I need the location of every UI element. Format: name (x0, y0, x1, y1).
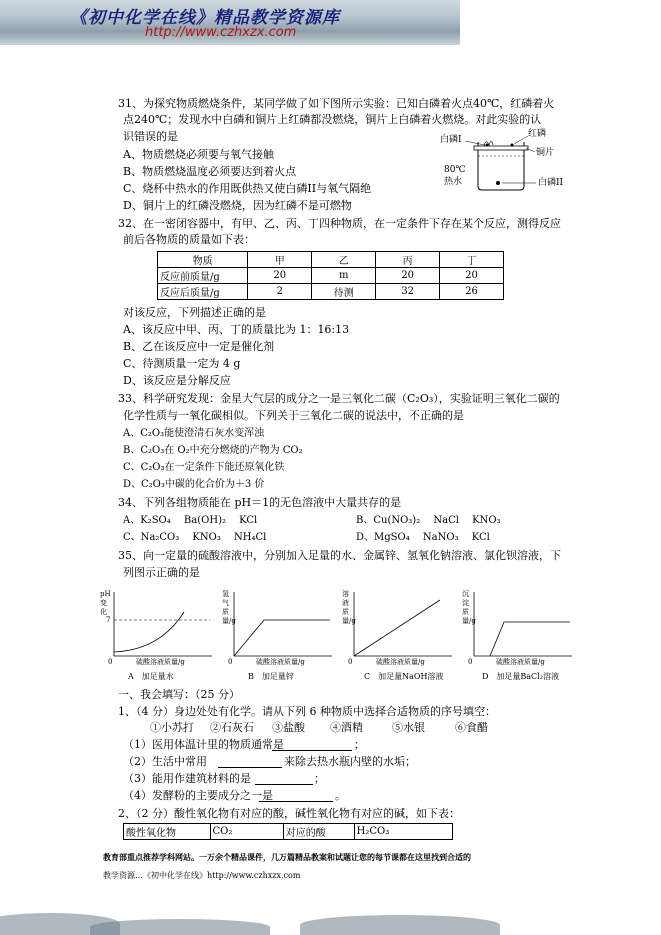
footer-line2: 教学资源…《初中化学在线》http://www.czhxzx.com (103, 871, 301, 880)
table-header-row (158, 252, 504, 268)
q34-option-c: C、Na₂CO₃ KNO₃ NH₄Cl (123, 532, 267, 543)
label-temperature: 80℃ (444, 165, 466, 175)
graph-b-origin: 0 (228, 658, 233, 666)
graph-c-origin: 0 (348, 658, 353, 666)
table-row (158, 284, 504, 300)
q31-stem-line1: 31、为探究物质燃烧条件，某同学做了如下图所示实验：已知白磷着火点40℃，红磷着火 (118, 97, 555, 110)
graph-d-ylabel: 沉淀质量/g (462, 590, 476, 625)
banner-title: 《初中化学在线》精品教学资源库 (70, 8, 340, 28)
label-red-phosphorus: 红磷 (528, 129, 547, 139)
q2-stem: 2、（2 分）酸性氧化物有对应的酸，碱性氧化物有对应的碱，如下表： (118, 807, 460, 820)
graph-b-plot (220, 586, 340, 686)
table-cell: 甲 (248, 252, 312, 268)
q35-graph-a (100, 586, 220, 686)
q35-graph-c (340, 586, 460, 686)
graph-b-xlabel: 硫酸溶液质量/g (256, 658, 305, 666)
table-cell: 26 (440, 284, 504, 300)
answer-blank-1[interactable] (272, 750, 352, 751)
table-cell: 2 (248, 284, 312, 300)
header-banner (0, 0, 460, 45)
graph-d-plot (460, 586, 580, 686)
q33-stem-line1: 33、科学研究发现：金星大气层的成分之一是三氧化二碳（C₂O₃），实验证明三氧化二碳的 (118, 392, 560, 405)
table-cell: m (312, 268, 376, 284)
table-cell: CO₂ (210, 824, 283, 840)
answer-blank-3[interactable] (255, 784, 313, 785)
table-cell: H₂CO₃ (354, 824, 452, 840)
q31-stem-line2: 点240℃；发现水中白磷和铜片上红磷都没燃烧，铜片上白磷着火燃烧。对此实验的认 (123, 113, 542, 126)
banner-url[interactable]: http://www.czhxzx.com (145, 25, 297, 40)
q1-item-3: （3）能用作建筑材料的是 (123, 772, 251, 785)
q33-option-b: B、C₂O₃在 O₂中充分燃烧的产物为 CO₂ (123, 445, 303, 456)
graph-c-ylabel: 溶液质量/g (342, 590, 356, 625)
q1-choice-2: ②石灰石 (210, 721, 254, 734)
graph-b-ylabel: 氢气质量/g (222, 590, 236, 625)
q33-stem-line2: 化学性质与一氧化碳相似。下列关于三氧化二碳的说法中，不正确的是 (123, 409, 464, 422)
table-cell: 反应后质量/g (158, 284, 248, 300)
q32-option-d: D、该反应是分解反应 (123, 374, 231, 387)
graph-d-origin: 0 (468, 658, 473, 666)
q32-mass-table (157, 251, 504, 300)
q32-option-a: A、该反应中甲、丙、丁的质量比为 1：16:13 (123, 323, 350, 336)
table-cell: 乙 (312, 252, 376, 268)
graph-a-origin: 0 (108, 658, 113, 666)
q32-option-c: C、待测质量一定为 4 g (123, 357, 241, 370)
q35-graph-b (220, 586, 340, 686)
q1-item-1: （1）医用体温计里的物质通常是 (123, 738, 284, 751)
q1-choice-5: ⑤水银 (392, 721, 425, 734)
semicolon: ； (354, 738, 365, 751)
q1-choice-6: ⑥食醋 (455, 721, 488, 734)
q34-stem: 34、下列各组物质能在 pH＝1的无色溶液中大量共存的是 (118, 496, 402, 509)
answer-blank-4[interactable] (259, 801, 333, 802)
part1-heading: 一、我会填写：（25 分） (118, 688, 240, 701)
semicolon: ； (314, 772, 325, 785)
table-cell: 对应的酸 (283, 824, 354, 840)
q32-stem-line2: 前后各物质的质量如下表： (123, 233, 255, 246)
period: 。 (335, 789, 346, 802)
footer-line1: 教育部重点推荐学科网站。一万余个精品课件，几万篇精品教案和试题让您的每节课都在这里找到合适的 (103, 852, 471, 862)
graph-d-caption: D 加足量BaCl₂溶液 (482, 672, 559, 681)
q1-choice-4: ④酒精 (330, 721, 363, 734)
q33-option-c: C、C₂O₃在一定条件下能还原氧化铁 (123, 462, 285, 473)
q1-stem: 1、（4 分）身边处处有化学。请从下列 6 种物质中选择合适物质的序号填空： (118, 705, 496, 718)
graph-b-caption: B 加足量锌 (248, 672, 294, 681)
graph-a-xlabel: 硫酸溶液质量/g (136, 658, 185, 666)
table-row (158, 268, 504, 284)
table-cell: 丁 (440, 252, 504, 268)
table-cell: 20 (376, 268, 440, 284)
graph-a-y7: 7 (106, 616, 111, 624)
table-cell: 反应前质量/g (158, 268, 248, 284)
graph-a-caption: A 加足量水 (128, 672, 174, 681)
q31-option-c: C、烧杯中热水的作用既供热又使白磷II与氧气隔绝 (123, 182, 372, 195)
table-cell: 32 (376, 284, 440, 300)
q32-stem-line1: 32、在一密闭容器中，有甲、乙、丙、丁四种物质，在一定条件下存在某个反应，测得反应 (118, 217, 561, 230)
q34-option-b: B、Cu(NO₃)₂ NaCl KNO₃ (356, 515, 501, 526)
table-cell: 20 (248, 268, 312, 284)
table-cell: 物质 (158, 252, 248, 268)
q35-stem-line2: 列图示正确的是 (123, 566, 200, 579)
table-cell: 待测 (312, 284, 376, 300)
q35-stem-line1: 35、向一定量的硫酸溶液中，分别加入足量的水、金属锌、氢氧化钠溶液、氯化钡溶液，下 (118, 549, 561, 562)
graph-a-plot (100, 586, 220, 686)
q33-option-d: D、C₂O₃中碳的化合价为＋3 价 (123, 479, 265, 490)
answer-blank-2[interactable] (218, 767, 282, 768)
label-white-phosphorus-2: 白磷II (538, 178, 564, 188)
q33-option-a: A、C₂O₃能使澄清石灰水变浑浊 (123, 428, 265, 439)
q1-choice-1: ①小苏打 (150, 721, 194, 734)
q1-item-2: （2）生活中常用 (123, 755, 207, 768)
q1-choice-3: ③盐酸 (272, 721, 305, 734)
q34-option-d: D、MgSO₄ NaNO₃ KCl (356, 532, 490, 543)
label-copper-sheet: 铜片 (536, 148, 555, 158)
graph-d-xlabel: 硫酸溶液质量/g (496, 658, 545, 666)
graph-a-ylabel: pH 变化 (100, 590, 111, 616)
label-white-phosphorus-1: 白磷I (440, 135, 462, 145)
q31-option-b: B、物质燃烧温度必须要达到着火点 (123, 165, 297, 178)
label-hot-water: 热水 (444, 177, 463, 187)
q2-oxide-table (123, 823, 453, 840)
table-cell: 丙 (376, 252, 440, 268)
q32-lead: 对该反应，下列描述正确的是 (123, 306, 266, 319)
q35-graph-d (460, 586, 580, 686)
q1-item-2-tail: 来除去热水瓶内壁的水垢； (284, 755, 416, 768)
q32-option-b: B、乙在该反应中一定是催化剂 (123, 340, 275, 353)
q34-option-a: A、K₂SO₄ Ba(OH)₂ KCl (123, 515, 258, 526)
table-cell: 20 (440, 268, 504, 284)
graph-c-caption: C 加足量NaOH溶液 (364, 672, 444, 681)
q31-stem-line3: 识错误的是 (123, 130, 178, 143)
graph-c-xlabel: 硫酸溶液质量/g (376, 658, 425, 666)
q1-item-4: （4）发酵粉的主要成分之一是 (123, 789, 273, 802)
q31-option-a: A、物质燃烧必须要与氧气接触 (123, 148, 274, 161)
q31-option-d: D、铜片上的红磷没燃烧，因为红磷不是可燃物 (123, 199, 352, 212)
q31-apparatus-figure (440, 128, 570, 194)
table-row (124, 824, 453, 840)
table-cell: 酸性氧化物 (124, 824, 211, 840)
graph-c-plot (340, 586, 460, 686)
